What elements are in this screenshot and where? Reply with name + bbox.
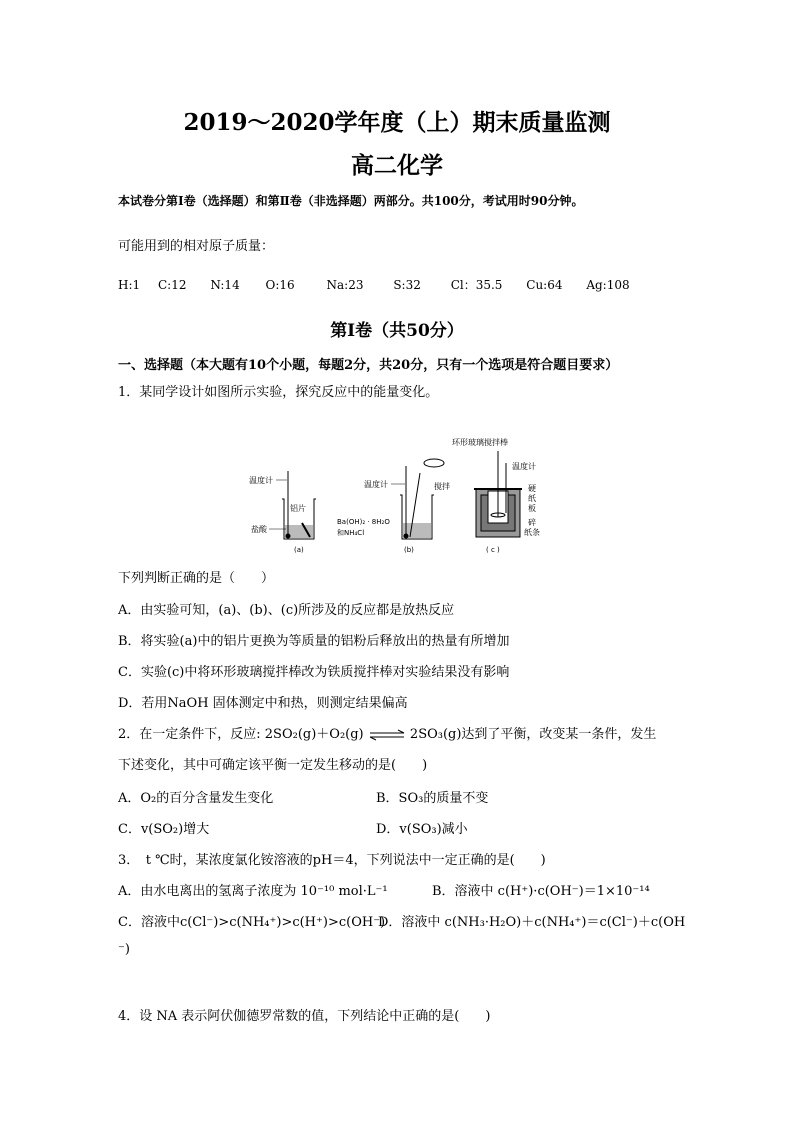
label-thermometer-a: 温度计 [249,476,273,485]
atomic-mass-label: 可能用到的相对原子质量： [118,239,275,254]
question-3-option-d-cont: ⁻) [118,942,130,957]
question-1-option-b[interactable]: B．将实验(a)中的铝片更换为等质量的铝粉后释放出的热量有所增加 [118,634,510,649]
question-1-prompt: 下列判断正确的是（ ） [118,571,275,586]
part1-heading: 第Ⅰ卷（共50分） [330,321,464,341]
atomic-mass-item: S:32 [393,278,421,292]
beaker-b [400,459,444,539]
atomic-mass-list [118,276,630,293]
exam-intro: 本试卷分第Ⅰ卷（选择题）和第Ⅱ卷（非选择题）两部分。共100分，考试用时90分钟。 [118,194,584,208]
question-3-stem: 3． t ℃时，某浓度氯化铵溶液的pH＝4，下列说法中一定正确的是( ) [118,853,546,868]
atomic-mass-item: Cu:64 [526,278,563,292]
label-stir: 搅拌 [434,482,450,491]
equilibrium-arrow-icon [368,729,406,741]
label-thermometer-c: 温度计 [512,462,536,471]
label-baoh: Ba(OH)₂ · 8H₂O [337,518,390,526]
label-nh4cl: 和NH₄Cl [337,529,365,537]
atomic-mass-item: N:14 [210,278,240,292]
label-scrap-2: 纸条 [524,528,540,537]
question-4-stem: 4．设 NA 表示阿伏伽德罗常数的值，下列结论中正确的是( ) [118,1009,491,1024]
question-2-stem-part1: 2．在一定条件下，反应: 2SO₂(g)＋O₂(g) [118,727,364,742]
label-ring-stirrer: 环形玻璃搅拌棒 [452,438,508,447]
exam-title: 2019～2020学年度（上）期末质量监测 [183,109,611,136]
question-2-stem-line2: 下述变化，其中可确定该平衡一定发生移动的是( ) [118,758,428,773]
question-2-option-c[interactable]: C．v(SO₂)增大 [118,822,210,837]
question-2-option-a[interactable]: A．O₂的百分含量发生变化 [118,791,274,806]
atomic-mass-item: H:1 [118,278,141,292]
atomic-mass-item: Na:23 [326,278,364,292]
exam-subject: 高二化学 [351,152,443,179]
label-thermometer-b: 温度计 [364,480,388,489]
atomic-mass-item: Cl：35.5 [450,278,503,292]
atomic-mass-item: C:12 [157,278,187,292]
tag-c: ( c ) [486,546,500,554]
question-3-option-d[interactable]: D．溶液中 c(NH₃·H₂O)＋c(NH₄⁺)＝c(Cl⁻)＋c(OH [378,915,686,930]
label-scrap-1: 碎 [528,518,536,527]
tag-b: (b) [404,546,414,554]
question-1-option-c[interactable]: C．实验(c)中将环形玻璃搅拌棒改为铁质搅拌棒对实验结果没有影响 [118,665,510,680]
section-heading: 一、选择题（本大题有10个小题，每题2分，共20分，只有一个选项是符合题目要求） [118,358,619,373]
atomic-mass-item: Ag:108 [586,278,630,292]
question-2-option-b[interactable]: B．SO₃的质量不变 [376,791,489,806]
question-2-stem [118,723,656,742]
label-aluminum: 铝片 [290,504,306,513]
tag-a: (a) [294,546,304,554]
question-1-option-d[interactable]: D．若用NaOH 固体测定中和热，则测定结果偏高 [118,696,408,711]
experiment-figure [244,433,544,563]
question-3-option-b[interactable]: B．溶液中 c(H⁺)·c(OH⁻)＝1×10⁻¹⁴ [432,884,650,899]
question-1-option-a[interactable]: A．由实验可知，(a)、(b)、(c)所涉及的反应都是放热反应 [118,603,455,618]
question-2-stem-part2: 2SO₃(g)达到了平衡，改变某一条件，发生 [409,727,657,742]
question-3-option-a[interactable]: A．由水电离出的氢离子浓度为 10⁻¹⁰ mol·L⁻¹ [118,884,388,899]
label-card-1: 硬 [528,484,536,493]
question-3-option-c[interactable]: C．溶液中c(Cl⁻)>c(NH₄⁺)>c(H⁺)>c(OH⁻) [118,915,386,930]
label-card-2: 纸 [528,494,536,503]
question-2-option-d[interactable]: D．v(SO₃)减小 [376,822,468,837]
question-1-stem: 1．某同学设计如图所示实验，探究反应中的能量变化。 [118,385,439,400]
label-card-3: 板 [528,504,536,513]
label-hcl: 盐酸 [251,525,267,534]
atomic-mass-item: O:16 [265,278,295,292]
